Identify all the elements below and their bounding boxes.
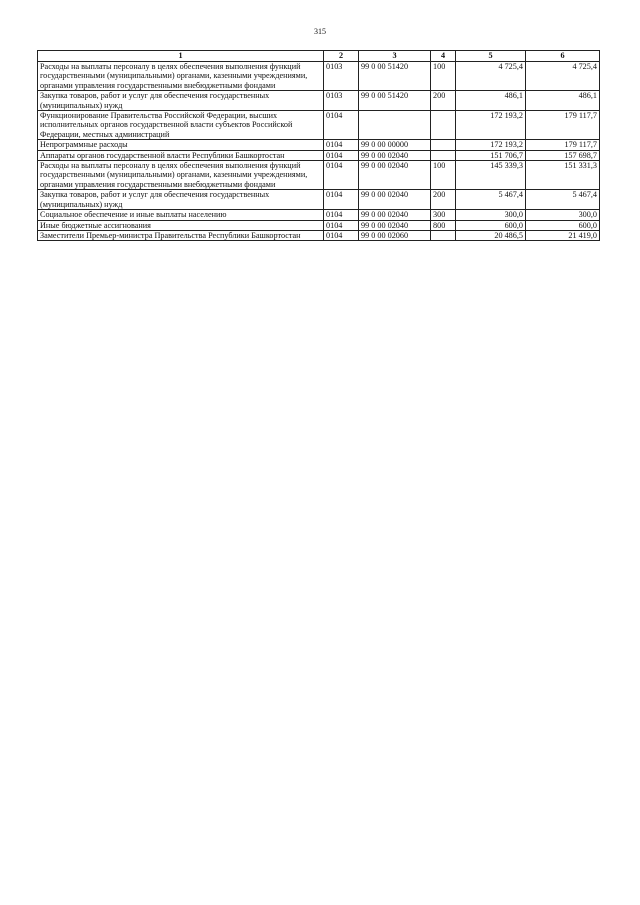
row-target: 99 0 00 02040 [359, 210, 431, 220]
row-amount-2: 4 725,4 [526, 62, 600, 91]
table-row [38, 140, 600, 150]
row-amount-1: 172 193,2 [456, 140, 526, 150]
row-expense-type [431, 230, 456, 240]
row-name: Заместители Премьер-министра Правительства Республики Башкортостан [38, 230, 324, 240]
row-expense-type: 200 [431, 91, 456, 111]
row-amount-1: 145 339,3 [456, 161, 526, 190]
row-amount-2: 486,1 [526, 91, 600, 111]
row-amount-2: 21 419,0 [526, 230, 600, 240]
row-section: 0104 [324, 210, 359, 220]
row-expense-type: 100 [431, 62, 456, 91]
row-expense-type: 800 [431, 220, 456, 230]
table-row [38, 161, 600, 190]
table-row [38, 190, 600, 210]
row-target: 99 0 00 02040 [359, 220, 431, 230]
row-name: Аппараты органов государственной власти Республики Башкортостан [38, 150, 324, 160]
page-number: 315 [314, 27, 326, 36]
column-header: 6 [526, 51, 600, 62]
row-expense-type [431, 140, 456, 150]
row-amount-1: 300,0 [456, 210, 526, 220]
row-section: 0104 [324, 161, 359, 190]
row-target: 99 0 00 00000 [359, 140, 431, 150]
row-target: 99 0 00 02060 [359, 230, 431, 240]
row-expense-type [431, 111, 456, 140]
row-target: 99 0 00 02040 [359, 161, 431, 190]
row-expense-type: 200 [431, 190, 456, 210]
row-amount-1: 5 467,4 [456, 190, 526, 210]
row-amount-1: 600,0 [456, 220, 526, 230]
row-amount-1: 20 486,5 [456, 230, 526, 240]
row-name: Закупка товаров, работ и услуг для обеспечения государственных (муниципальных) нужд [38, 91, 324, 111]
table-row [38, 91, 600, 111]
row-name: Социальное обеспечение и иные выплаты населению [38, 210, 324, 220]
table-row [38, 62, 600, 91]
row-section: 0103 [324, 91, 359, 111]
row-amount-2: 179 117,7 [526, 140, 600, 150]
table-header-row [38, 51, 600, 62]
row-amount-2: 179 117,7 [526, 111, 600, 140]
column-header: 3 [359, 51, 431, 62]
row-target: 99 0 00 02040 [359, 150, 431, 160]
row-section: 0103 [324, 62, 359, 91]
row-section: 0104 [324, 111, 359, 140]
row-expense-type [431, 150, 456, 160]
row-amount-2: 151 331,3 [526, 161, 600, 190]
row-amount-1: 172 193,2 [456, 111, 526, 140]
row-expense-type: 300 [431, 210, 456, 220]
table-row [38, 111, 600, 140]
row-amount-1: 486,1 [456, 91, 526, 111]
row-expense-type: 100 [431, 161, 456, 190]
row-amount-2: 600,0 [526, 220, 600, 230]
column-header: 5 [456, 51, 526, 62]
column-header: 2 [324, 51, 359, 62]
row-amount-1: 151 706,7 [456, 150, 526, 160]
table-row [38, 230, 600, 240]
row-section: 0104 [324, 220, 359, 230]
row-amount-2: 300,0 [526, 210, 600, 220]
row-amount-2: 5 467,4 [526, 190, 600, 210]
row-name: Непрограммные расходы [38, 140, 324, 150]
column-header: 1 [38, 51, 324, 62]
row-name: Функционирование Правительства Российской Федерации, высших исполнительных органов государственной власти субъектов Российской Федерации, местных администраций [38, 111, 324, 140]
budget-table [37, 50, 600, 241]
row-section: 0104 [324, 150, 359, 160]
column-header: 4 [431, 51, 456, 62]
row-name: Закупка товаров, работ и услуг для обеспечения государственных (муниципальных) нужд [38, 190, 324, 210]
row-section: 0104 [324, 230, 359, 240]
table-row [38, 210, 600, 220]
row-section: 0104 [324, 140, 359, 150]
row-amount-1: 4 725,4 [456, 62, 526, 91]
row-amount-2: 157 698,7 [526, 150, 600, 160]
row-target [359, 111, 431, 140]
row-target: 99 0 00 51420 [359, 62, 431, 91]
table-row [38, 220, 600, 230]
row-name: Расходы на выплаты персоналу в целях обеспечения выполнения функций государственными (муниципальными) органами, казенными учреждениями, органами управления государственными внебюджетными фондами [38, 161, 324, 190]
row-section: 0104 [324, 190, 359, 210]
row-target: 99 0 00 51420 [359, 91, 431, 111]
row-name: Расходы на выплаты персоналу в целях обеспечения выполнения функций государственными (муниципальными) органами, казенными учреждениями, органами управления государственными внебюджетными фондами [38, 62, 324, 91]
row-target: 99 0 00 02040 [359, 190, 431, 210]
row-name: Иные бюджетные ассигнования [38, 220, 324, 230]
table-row [38, 150, 600, 160]
